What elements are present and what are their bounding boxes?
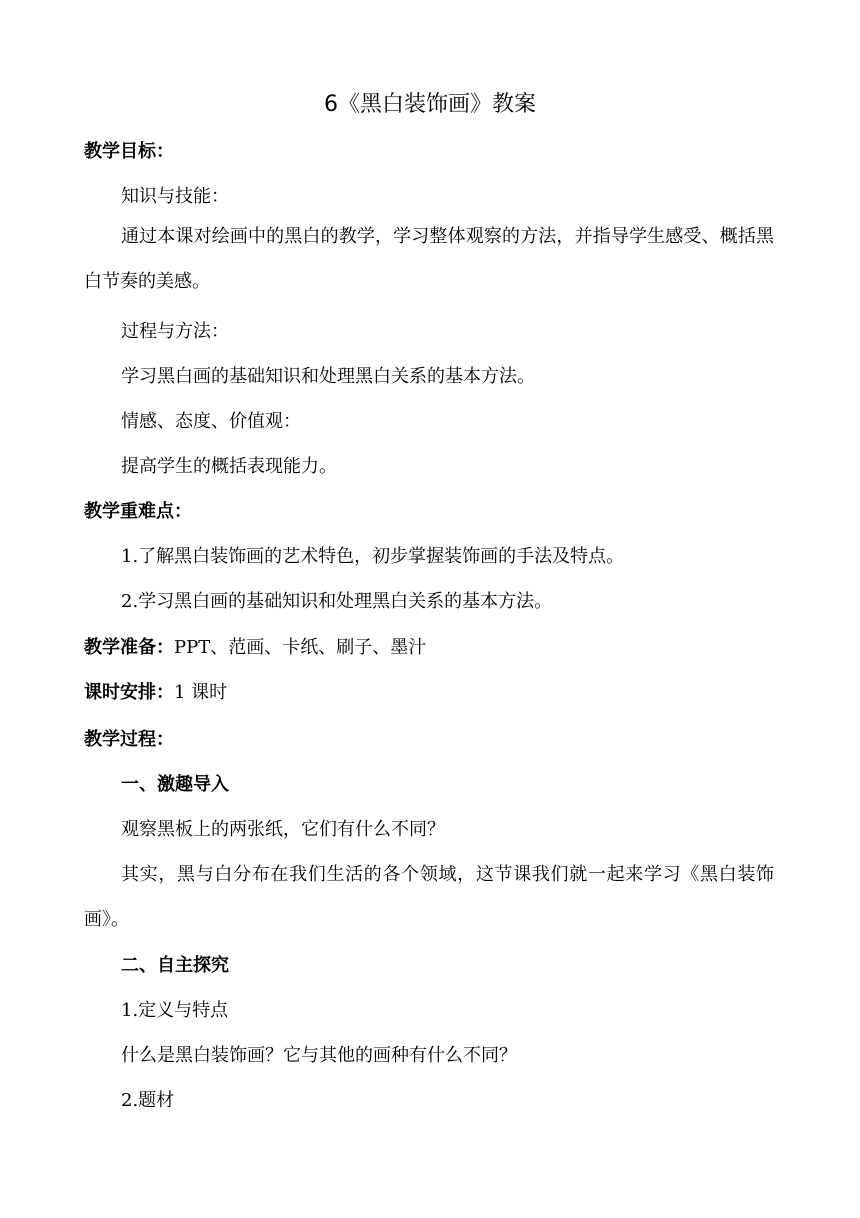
section1-paragraph: 其实，黑与白分布在我们生活的各个领域，这节课我们就一起来学习《黑白装饰画》。 bbox=[84, 864, 774, 930]
section1-heading: 一、激趣导入 bbox=[121, 774, 229, 795]
knowledge-text: 通过本课对绘画中的黑白的教学，学习整体观察的方法，并指导学生感受、概括黑白节奏的美感。 bbox=[84, 226, 774, 292]
section2-question: 什么是黑白装饰画？它与其他的画种有什么不同？ bbox=[121, 1045, 517, 1066]
schedule-line bbox=[84, 680, 227, 706]
knowledge-label: 知识与技能： bbox=[121, 186, 229, 207]
process-text: 学习黑白画的基础知识和处理黑白关系的基本方法。 bbox=[121, 366, 535, 387]
emotion-label: 情感、态度、价值观： bbox=[121, 411, 301, 432]
process-heading: 教学过程： bbox=[84, 729, 174, 750]
document-title: 6《黑白装饰画》教案 bbox=[324, 92, 536, 117]
section1-paragraph: 观察黑板上的两张纸，它们有什么不同？ bbox=[121, 819, 445, 840]
process-label: 过程与方法： bbox=[121, 321, 229, 342]
key-points-heading: 教学重难点： bbox=[84, 501, 192, 522]
goals-heading: 教学目标： bbox=[84, 141, 174, 162]
preparation-label: 教学准备： bbox=[84, 637, 174, 658]
schedule-value: 1 课时 bbox=[174, 682, 228, 703]
preparation-value: PPT、范画、卡纸、刷子、墨汁 bbox=[174, 637, 427, 658]
section2-item: 2.题材 bbox=[121, 1090, 175, 1111]
section2-item: 1.定义与特点 bbox=[121, 1000, 229, 1021]
section2-heading: 二、自主探究 bbox=[121, 955, 229, 976]
preparation-line bbox=[84, 635, 426, 661]
emotion-text: 提高学生的概括表现能力。 bbox=[121, 456, 337, 477]
key-point-item: 2.学习黑白画的基础知识和处理黑白关系的基本方法。 bbox=[121, 591, 553, 612]
schedule-label: 课时安排： bbox=[84, 682, 174, 703]
key-point-item: 1.了解黑白装饰画的艺术特色，初步掌握装饰画的手法及特点。 bbox=[121, 546, 625, 567]
